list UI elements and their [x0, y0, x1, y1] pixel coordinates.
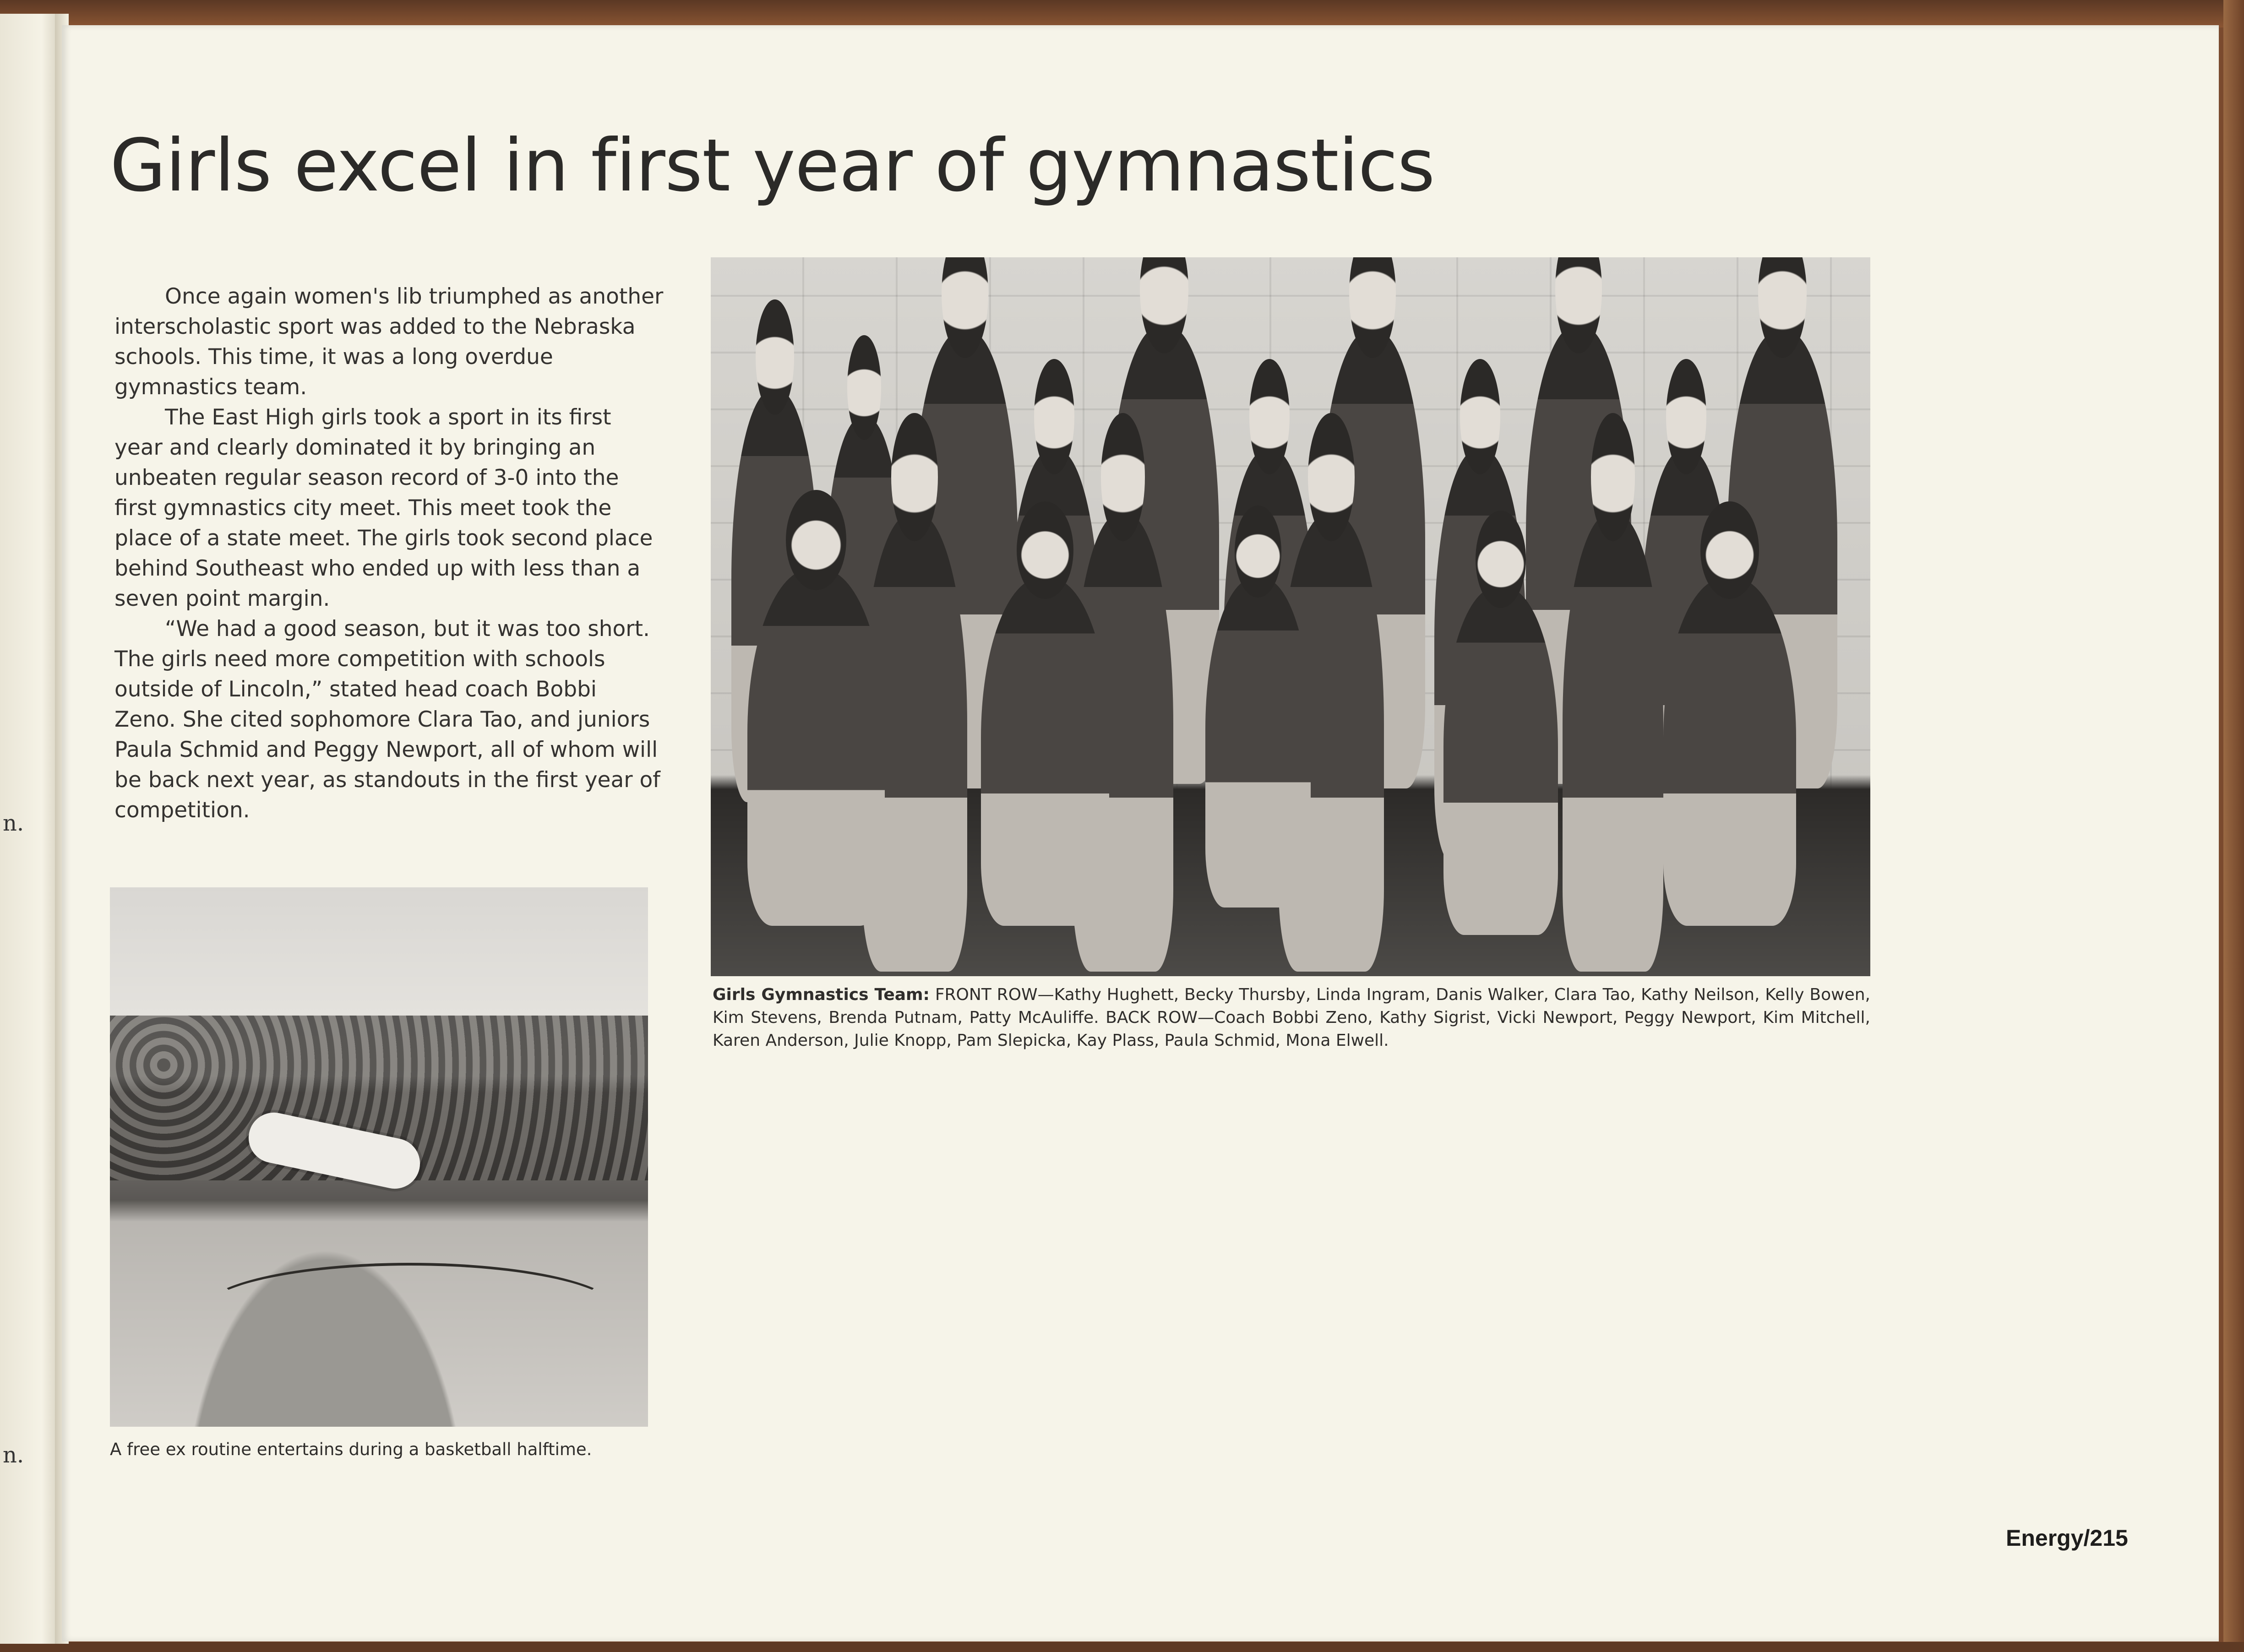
team-member-figure — [1205, 578, 1311, 908]
article-paragraph: The East High girls took a sport in its first year and clearly dominated it by bringing an unbeaten regular season record of 3-0 into the first gymnastics city meet. This meet took the place of a state meet. The girls took second place behind Southeast who ended up with less than a seven point margin. — [114, 405, 653, 611]
facing-page-fragment: n. — [3, 1442, 24, 1468]
team-photo — [711, 257, 1870, 976]
page-headline: Girls excel in first year of gymnastics — [110, 124, 1435, 208]
team-member-figure — [1663, 578, 1796, 926]
photo-court-line — [202, 1263, 619, 1360]
action-photo-caption: A free ex routine entertains during a basketball halftime. — [110, 1440, 592, 1459]
team-photo-caption — [713, 984, 1870, 1052]
caption-lead: Girls Gymnastics Team: — [713, 985, 930, 1004]
team-member-figure — [747, 569, 885, 926]
book-cover-right — [2223, 0, 2244, 1652]
caption-roster: FRONT ROW—Kathy Hughett, Becky Thursby, Linda Ingram, Danis Walker, Clara Tao, Kathy Neilson, Kelly Bowen, Kim Stevens, Brenda Putnam, Patty McAuliffe. BACK ROW—Coach Bobbi Zeno, Kathy Sigrist, Vicki Newport, Peggy Newport, Kim Mitchell, Karen Anderson, Julie Knopp, Pam Slepicka, Kay Plass, Paula Schmid, Mona Elwell. — [713, 985, 1870, 1050]
facing-page-fragment: n. — [3, 810, 24, 836]
action-photo — [110, 887, 648, 1427]
article-paragraph: “We had a good season, but it was too short. The girls need more competition with schools outside of Lincoln,” stated head coach Bobbi Zeno. She cited sophomore Clara Tao, and juniors Paula Schmid and Peggy Newport, all of whom will be back next year, as standouts in the first year of competition. — [114, 616, 660, 823]
team-member-figure — [1563, 514, 1663, 972]
team-member-figure — [981, 578, 1109, 926]
article-paragraph: Once again women's lib triumphed as another interscholastic sport was added to the Nebraska schools. This time, it was a long overdue gymnastics team. — [114, 284, 664, 400]
team-member-figure — [1443, 587, 1558, 935]
facing-page-edge — [0, 14, 60, 1644]
article-body — [114, 282, 664, 826]
page-folio: Energy/215 — [2006, 1525, 2128, 1551]
book-cover-bottom — [0, 1642, 2244, 1652]
book-cover-top — [0, 0, 2244, 27]
